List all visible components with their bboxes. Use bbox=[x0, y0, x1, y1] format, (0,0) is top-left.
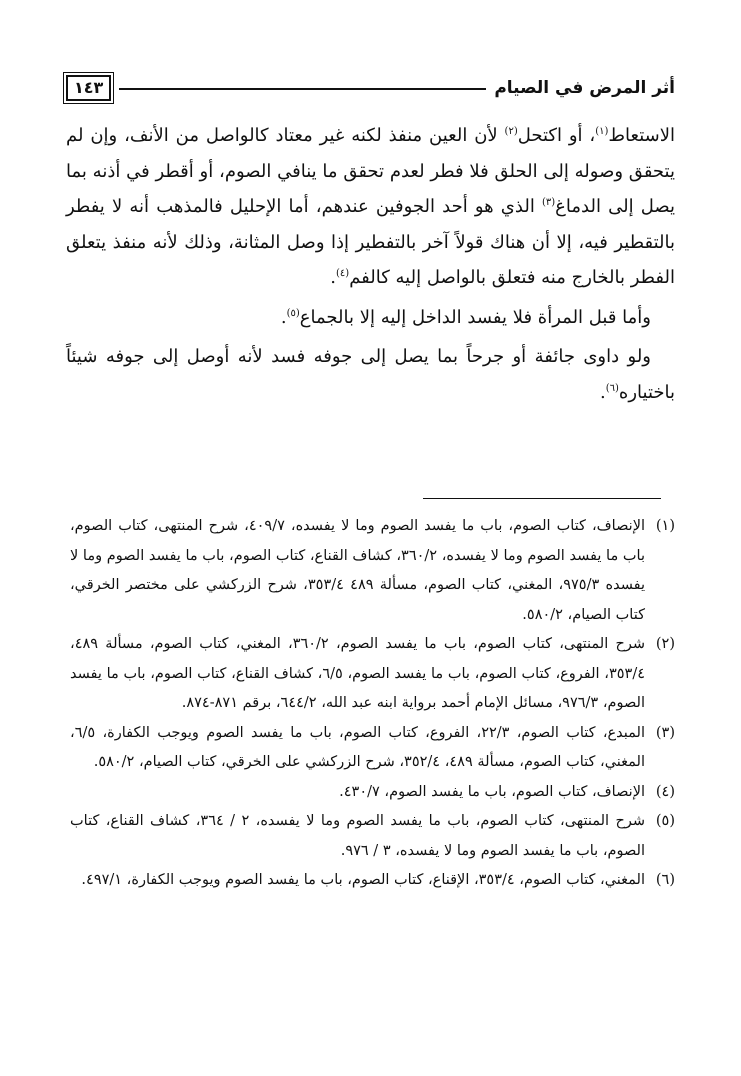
footnote-text: شرح المنتهى، كتاب الصوم، باب ما يفسد الصوم وما لا يفسده، ٢ / ٣٦٤، كشاف القناع، كتاب الصوم، باب ما يفسد الصوم وما لا يفسده، ٣ / ٩٧٦. bbox=[70, 813, 645, 859]
footnote-ref[interactable]: (٤) bbox=[336, 268, 350, 279]
footnote-item bbox=[70, 807, 675, 866]
footnote-number: (١) bbox=[655, 518, 675, 534]
page-number: ١٤٣ bbox=[66, 75, 111, 101]
footnote-text: الإنصاف، كتاب الصوم، باب ما يفسد الصوم وما لا يفسده، ٤٠٩/٧، شرح المنتهى، كتاب الصوم، باب ما يفسد الصوم وما لا يفسده، ٣٦٠/٢، كشاف القناع، كتاب الصوم، باب ما يفسد الصوم وما لا يفسده ٩٧٥/٣، المغني، كتاب الصوم، مسألة ٤٨٩ ٣٥٣/٤، شرح الزركشي على مختصر الخرقي، كتاب الصيام، ٥٨٠/٢. bbox=[70, 518, 646, 623]
footnote-text: شرح المنتهى، كتاب الصوم، باب ما يفسد الصوم، ٣٦٠/٢، المغني، كتاب الصوم، مسألة ٤٨٩، ٣٥٣/٤، الفروع، كتاب الصوم، باب ما يفسد الصوم، ٦/٥، كشاف القناع، كتاب الصوم، باب ما يفسد الصوم، ٩٧٦/٣، مسائل الإمام أحمد برواية ابنه عبد الله، ٦٤٤/٢، برقم ٨٧١-٨٧٤. bbox=[70, 636, 645, 711]
footnote-ref[interactable]: (٥) bbox=[286, 307, 300, 319]
text-segment: الاستعاط bbox=[608, 125, 675, 146]
header-rule bbox=[119, 88, 486, 90]
footnote-item bbox=[70, 512, 675, 630]
text-segment: لأن العين منفذ لكنه غير معتاد كالواصل من الأنف، وإن لم يتحقق وصوله إلى الحلق فلا فطر لعدم تحقق ما ينافي الصوم، أو أقطر في أذنه بما يصل إلى الدماغ bbox=[66, 125, 675, 217]
body-paragraph-1 bbox=[66, 118, 675, 296]
footnote-number: (٣) bbox=[655, 724, 675, 741]
footnote-separator bbox=[423, 498, 661, 499]
header-title: أثر المرض في الصيام bbox=[494, 78, 675, 98]
body-paragraph-3 bbox=[66, 339, 675, 410]
footnote-item bbox=[70, 630, 675, 719]
footnote-number: (٦) bbox=[655, 872, 675, 888]
body-paragraph-2 bbox=[66, 300, 675, 336]
footnote-item bbox=[70, 719, 675, 778]
footnotes bbox=[70, 512, 675, 896]
text-segment: . bbox=[599, 381, 606, 403]
footnote-text: الإنصاف، كتاب الصوم، باب ما يفسد الصوم، ٤٣٠/٧. bbox=[339, 783, 645, 800]
footnote-item bbox=[70, 866, 675, 896]
footnote-number: (٤) bbox=[655, 783, 675, 800]
footnote-number: (٢) bbox=[655, 636, 675, 652]
footnote-text: المغني، كتاب الصوم، ٣٥٣/٤، الإقناع، كتاب الصوم، باب ما يفسد الصوم ويوجب الكفارة، ٤٩٧/١. bbox=[81, 872, 645, 888]
footnote-ref[interactable]: (٦) bbox=[605, 382, 619, 394]
footnote-item bbox=[70, 778, 675, 808]
text-segment: . bbox=[280, 306, 287, 328]
text-segment: ولو داوى جائفة أو جرحاً بما يصل إلى جوفه فسد لأنه أوصل إلى جوفه شيئاً باختياره bbox=[66, 346, 675, 403]
running-header bbox=[66, 70, 675, 106]
footnote-text: المبدع، كتاب الصوم، ٢٢/٣، الفروع، كتاب الصوم، باب ما يفسد الصوم ويوجب الكفارة، ٦/٥، المغني، كتاب الصوم، مسألة ٤٨٩، ٣٥٢/٤، شرح الزركشي على الخرقي، كتاب الصيام، ٥٨٠/٢. bbox=[70, 724, 645, 770]
footnote-ref[interactable]: (١) bbox=[595, 126, 609, 137]
text-segment: . bbox=[330, 267, 336, 288]
footnote-number: (٥) bbox=[655, 813, 675, 829]
main-text bbox=[66, 118, 675, 410]
footnote-ref[interactable]: (٣) bbox=[541, 197, 556, 208]
text-segment: وأما قبل المرأة فلا يفسد الداخل إليه إلا بالجماع bbox=[299, 306, 651, 328]
text-segment: الذي هو أحد الجوفين عندهم، أما الإحليل فالمذهب أنه لا يفطر بالتقطير فيه، إلا أن هناك قولاً آخر بالتفطير إذا وصل المثانة، وذلك لأنه منفذ يتعلق الفطر بالخارج منه فتعلق بالواصل إليه كالفم bbox=[66, 196, 675, 288]
footnote-ref[interactable]: (٢) bbox=[504, 126, 518, 137]
text-segment: ، أو اكتحل bbox=[517, 125, 596, 146]
